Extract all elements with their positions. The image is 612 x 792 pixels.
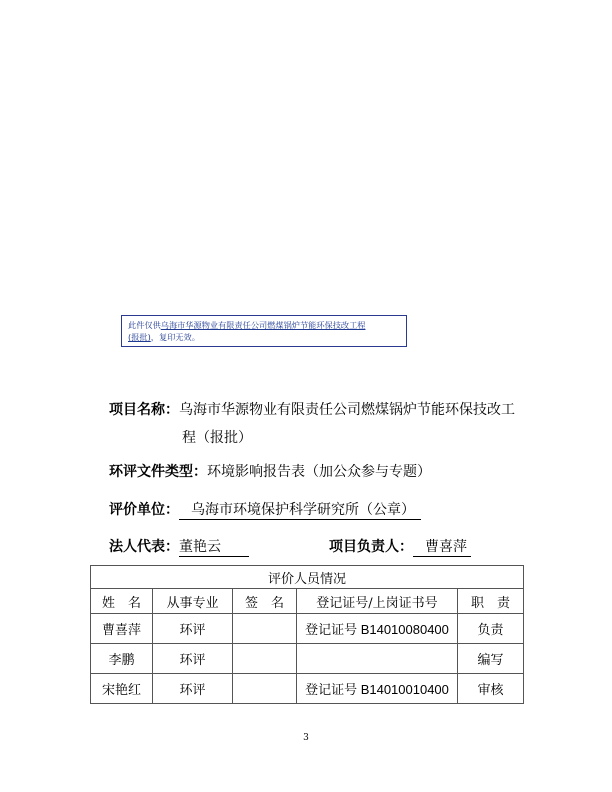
page-number: 3 <box>303 733 309 743</box>
header-specialty: 从事专业 <box>153 589 233 614</box>
doc-type-row <box>109 461 431 481</box>
unit-label: 评价单位： <box>109 502 179 518</box>
cell-name: 宋艳红 <box>91 674 153 704</box>
notice-prefix: 此件仅供 <box>128 320 161 330</box>
cell-specialty: 环评 <box>153 674 233 704</box>
cell-signature <box>233 674 297 704</box>
project-name-value: 乌海市华源物业有限责任公司燃煤锅炉节能环保技改工 <box>179 402 515 418</box>
cell-name: 曹喜萍 <box>91 614 153 644</box>
cell-specialty: 环评 <box>153 614 233 644</box>
cell-name: 李鹏 <box>91 644 153 674</box>
notice-suffix: ，复印无效。 <box>150 332 200 342</box>
copy-notice-box <box>121 315 407 347</box>
cell-duty: 负责 <box>458 614 524 644</box>
cell-signature <box>233 644 297 674</box>
cell-cert <box>297 644 458 674</box>
doc-type-value: 环境影响报告表（加公众参与专题） <box>207 464 431 480</box>
cell-cert: 登记证号 B14010010400 <box>297 674 458 704</box>
cell-duty: 编写 <box>458 644 524 674</box>
staff-table <box>90 565 524 704</box>
project-lead-value: 曹喜萍 <box>413 536 471 557</box>
table-title-row <box>91 566 524 589</box>
project-name-label: 项目名称： <box>109 402 179 418</box>
legal-rep-label: 法人代表： <box>109 539 179 555</box>
header-cert: 登记证号/上岗证书号 <box>297 589 458 614</box>
notice-project-link[interactable]: 乌海市华源物业有限责任公司燃煤锅炉节能环保技改工程 <box>160 320 366 330</box>
notice-report-link[interactable]: (报批) <box>128 332 151 342</box>
cell-specialty: 环评 <box>153 644 233 674</box>
header-duty: 职 责 <box>458 589 524 614</box>
cell-signature <box>233 614 297 644</box>
legal-rep-row <box>109 536 249 557</box>
table-row <box>91 674 524 704</box>
header-name: 姓 名 <box>91 589 153 614</box>
legal-rep-value: 董艳云 <box>179 536 249 557</box>
project-lead-label: 项目负责人： <box>329 539 413 555</box>
table-row <box>91 644 524 674</box>
cell-cert: 登记证号 B14010080400 <box>297 614 458 644</box>
project-lead-row <box>329 536 471 557</box>
cell-duty: 审核 <box>458 674 524 704</box>
header-signature: 签 名 <box>233 589 297 614</box>
table-row <box>91 614 524 644</box>
project-name-row <box>109 399 515 419</box>
table-header-row <box>91 589 524 614</box>
unit-value: 乌海市环境保护科学研究所（公章） <box>179 499 421 520</box>
table-title: 评价人员情况 <box>91 566 524 589</box>
project-name-continuation: 程（报批） <box>182 430 252 446</box>
doc-type-label: 环评文件类型： <box>109 464 207 480</box>
unit-row <box>109 499 421 520</box>
